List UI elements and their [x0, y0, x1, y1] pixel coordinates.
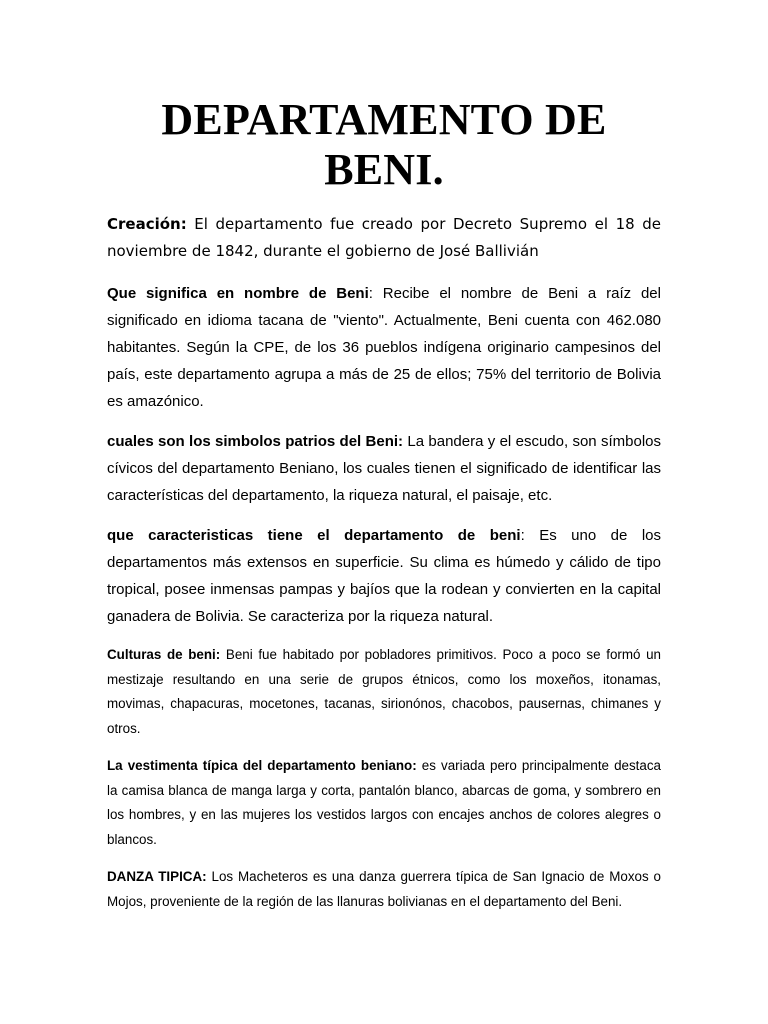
section-vestimenta	[107, 754, 661, 852]
section-label: que caracteristicas tiene el departamento de beni	[107, 527, 521, 544]
section-caracteristicas	[107, 522, 661, 630]
section-text: es variada pero principalmente destaca la camisa blanca de manga larga y corta, pantalón blanco, abarcas de goma, y sombrero en los hombres, y en las mujeres los vestidos largos con encajes anchos de colores alegres o blancos.	[107, 758, 661, 847]
section-culturas	[107, 643, 661, 741]
section-label: DANZA TIPICA:	[107, 869, 207, 884]
title-line-1: DEPARTAMENTO DE	[161, 95, 607, 144]
title-line-2: BENI.	[324, 145, 444, 194]
section-text: : Es uno de los departamentos más extensos en superficie. Su clima es húmedo y cálido de tipo tropical, posee inmensas pampas y bajíos que la rodean y convierten en la capital ganadera de Bolivia. Se caracteriza por la riqueza natural.	[107, 527, 661, 625]
section-text: El departamento fue creado por Decreto Supremo el 18 de noviembre de 1842, durante el gobierno de José Ballivián	[107, 215, 661, 260]
section-text: Beni fue habitado por pobladores primitivos. Poco a poco se formó un mestizaje resultando en una serie de grupos étnicos, como los moxeños, itonamas, movimas, chapacuras, mocetones, tacanas, sirionónos, chacobos, pausernas, chimanes y otros.	[107, 647, 661, 736]
section-text: La bandera y el escudo, son símbolos cívicos del departamento Beniano, los cuales tienen el significado de identificar las características del departamento, la riqueza natural, el paisaje, etc.	[107, 433, 661, 504]
section-label: La vestimenta típica del departamento beniano:	[107, 758, 417, 773]
section-label: Culturas de beni:	[107, 647, 221, 662]
section-significado	[107, 280, 661, 415]
section-text: Los Macheteros es una danza guerrera típica de San Ignacio de Moxos o Mojos, proveniente de la región de las llanuras bolivianas en el departamento del Beni.	[107, 869, 661, 909]
page-title	[107, 95, 661, 195]
section-danza	[107, 865, 661, 914]
section-creacion	[107, 211, 661, 265]
section-label: Creación:	[107, 215, 187, 233]
section-simbolos	[107, 428, 661, 509]
section-text: : Recibe el nombre de Beni a raíz del significado en idioma tacana de "viento". Actualmente, Beni cuenta con 462.080 habitantes. Según la CPE, de los 36 pueblos indígena originario campesinos del país, este departamento agrupa a más de 25 de ellos; 75% del territorio de Bolivia es amazónico.	[107, 285, 661, 410]
section-label: cuales son los simbolos patrios del Beni:	[107, 433, 404, 450]
document-page	[107, 95, 661, 927]
section-label: Que significa en nombre de Beni	[107, 285, 369, 302]
